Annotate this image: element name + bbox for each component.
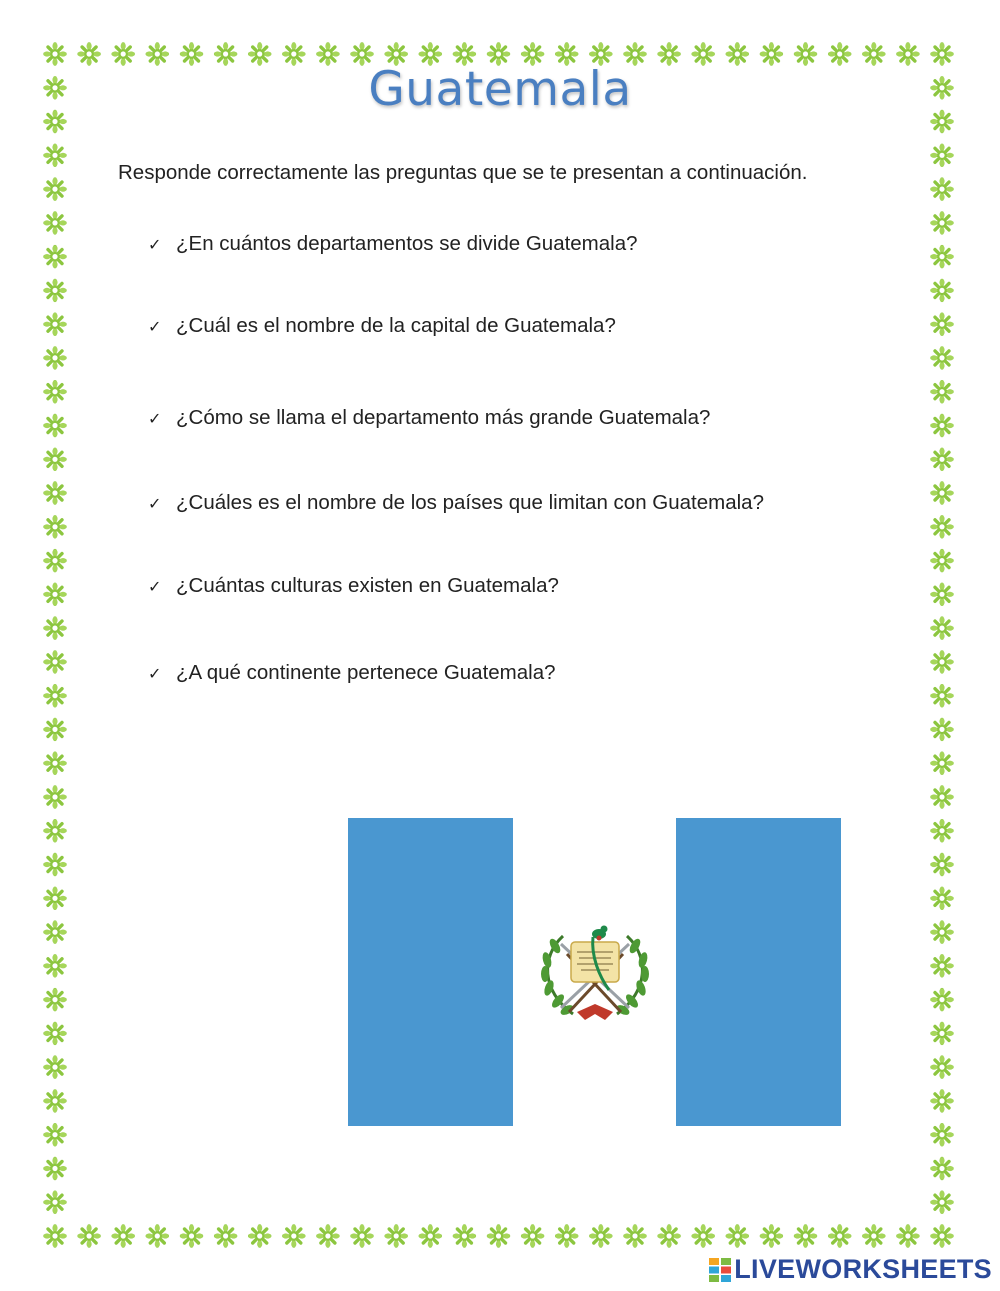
liveworksheets-icon xyxy=(709,1258,731,1282)
border-flower-icon xyxy=(931,954,954,977)
border-flower-icon xyxy=(44,752,67,775)
border-flower-icon xyxy=(44,617,67,640)
border-flower-icon xyxy=(931,212,954,235)
border-flower-icon xyxy=(931,853,954,876)
border-flower-icon xyxy=(931,1022,954,1045)
border-flower-icon xyxy=(44,1022,67,1045)
instructions-text: Responde correctamente las preguntas que se te presentan a continuación. xyxy=(118,161,808,184)
flag-left-stripe xyxy=(348,818,513,1126)
border-flower-icon xyxy=(931,144,954,167)
question-item xyxy=(148,406,710,430)
border-flower-icon xyxy=(44,549,67,572)
border-flower-icon xyxy=(44,212,67,235)
border-flower-icon xyxy=(931,245,954,268)
border-flower-icon xyxy=(931,921,954,944)
border-flower-icon xyxy=(44,583,67,606)
border-flower-icon xyxy=(521,1225,544,1248)
flag-right-stripe xyxy=(676,818,841,1126)
border-flower-icon xyxy=(931,718,954,741)
border-flower-icon xyxy=(931,1090,954,1113)
border-flower-icon xyxy=(44,887,67,910)
border-flower-icon xyxy=(453,1225,476,1248)
border-flower-icon xyxy=(44,853,67,876)
question-text: ¿Cuáles es el nombre de los países que limitan con Guatemala? xyxy=(176,491,764,514)
border-flower-icon xyxy=(44,819,67,842)
border-flower-icon xyxy=(931,178,954,201)
border-flower-icon xyxy=(931,583,954,606)
border-flower-icon xyxy=(931,549,954,572)
border-flower-icon xyxy=(44,988,67,1011)
border-flower-icon xyxy=(44,1191,67,1214)
check-icon: ✓ xyxy=(148,664,162,683)
border-flower-icon xyxy=(931,482,954,505)
border-flower-icon xyxy=(931,651,954,674)
border-flower-icon xyxy=(44,1225,67,1248)
border-flower-icon xyxy=(78,1225,101,1248)
border-flower-icon xyxy=(931,786,954,809)
border-flower-icon xyxy=(44,347,67,370)
border-flower-icon xyxy=(44,279,67,302)
border-flower-icon xyxy=(931,448,954,471)
border-flower-icon xyxy=(931,684,954,707)
question-text: ¿A qué continente pertenece Guatemala? xyxy=(176,661,556,684)
border-flower-icon xyxy=(44,921,67,944)
border-flower-icon xyxy=(726,1225,749,1248)
border-flower-icon xyxy=(931,279,954,302)
border-flower-icon xyxy=(658,1225,681,1248)
question-item xyxy=(148,491,764,515)
border-flower-icon xyxy=(112,1225,135,1248)
border-flower-icon xyxy=(44,414,67,437)
border-flower-icon xyxy=(44,448,67,471)
check-icon: ✓ xyxy=(148,577,162,596)
border-flower-icon xyxy=(931,887,954,910)
check-icon: ✓ xyxy=(148,409,162,428)
border-flower-icon xyxy=(44,718,67,741)
border-flower-icon xyxy=(44,380,67,403)
border-flower-icon xyxy=(385,1225,408,1248)
border-flower-icon xyxy=(44,313,67,336)
border-flower-icon xyxy=(931,515,954,538)
page-title: Guatemala xyxy=(368,62,632,117)
border-flower-icon xyxy=(760,1225,783,1248)
question-text: ¿Cuál es el nombre de la capital de Guatemala? xyxy=(176,314,616,337)
border-flower-icon xyxy=(44,245,67,268)
liveworksheets-text: LIVEWORKSHEETS xyxy=(734,1254,992,1284)
border-flower-icon xyxy=(692,1225,715,1248)
border-flower-icon xyxy=(931,1191,954,1214)
question-item xyxy=(148,232,638,256)
check-icon: ✓ xyxy=(148,494,162,513)
border-flower-icon xyxy=(44,684,67,707)
border-flower-icon xyxy=(589,1225,612,1248)
border-flower-icon xyxy=(146,1225,169,1248)
border-flower-icon xyxy=(44,1157,67,1180)
border-flower-icon xyxy=(931,1056,954,1079)
question-text: ¿Cuántas culturas existen en Guatemala? xyxy=(176,574,559,597)
liveworksheets-logo xyxy=(709,1254,992,1285)
border-flower-icon xyxy=(419,1225,442,1248)
border-flower-icon xyxy=(44,954,67,977)
border-flower-icon xyxy=(931,752,954,775)
border-flower-icon xyxy=(44,1090,67,1113)
border-flower-icon xyxy=(828,1225,851,1248)
border-flower-icon xyxy=(931,617,954,640)
border-flower-icon xyxy=(931,1157,954,1180)
border-flower-icon xyxy=(44,1123,67,1146)
border-flower-icon xyxy=(44,144,67,167)
border-flower-icon xyxy=(931,414,954,437)
border-flower-icon xyxy=(351,1225,374,1248)
border-flower-icon xyxy=(180,1225,203,1248)
guatemala-flag xyxy=(348,818,841,1126)
border-flower-icon xyxy=(931,347,954,370)
question-text: ¿Cómo se llama el departamento más grande Guatemala? xyxy=(176,406,711,429)
coat-of-arms-icon xyxy=(533,916,657,1028)
border-flower-icon xyxy=(862,1225,885,1248)
border-flower-icon xyxy=(555,1225,578,1248)
border-flower-icon xyxy=(931,1123,954,1146)
border-flower-icon xyxy=(931,1225,954,1248)
question-text: ¿En cuántos departamentos se divide Guatemala? xyxy=(176,232,638,255)
border-flower-icon xyxy=(44,515,67,538)
border-flower-icon xyxy=(931,313,954,336)
check-icon: ✓ xyxy=(148,235,162,254)
border-flower-icon xyxy=(248,1225,271,1248)
border-flower-icon xyxy=(214,1225,237,1248)
border-flower-icon xyxy=(44,786,67,809)
question-item xyxy=(148,661,556,685)
border-flower-icon xyxy=(931,819,954,842)
border-flower-icon xyxy=(931,988,954,1011)
border-flower-icon xyxy=(624,1225,647,1248)
check-icon: ✓ xyxy=(148,317,162,336)
border-flower-icon xyxy=(317,1225,340,1248)
border-flower-icon xyxy=(44,178,67,201)
border-flower-icon xyxy=(794,1225,817,1248)
border-flower-icon xyxy=(44,1056,67,1079)
question-item xyxy=(148,314,616,338)
border-flower-icon xyxy=(44,482,67,505)
border-flower-icon xyxy=(487,1225,510,1248)
question-item xyxy=(148,574,559,598)
border-flower-icon xyxy=(44,651,67,674)
border-flower-icon xyxy=(282,1225,305,1248)
border-flower-icon xyxy=(931,380,954,403)
border-flower-icon xyxy=(897,1225,920,1248)
